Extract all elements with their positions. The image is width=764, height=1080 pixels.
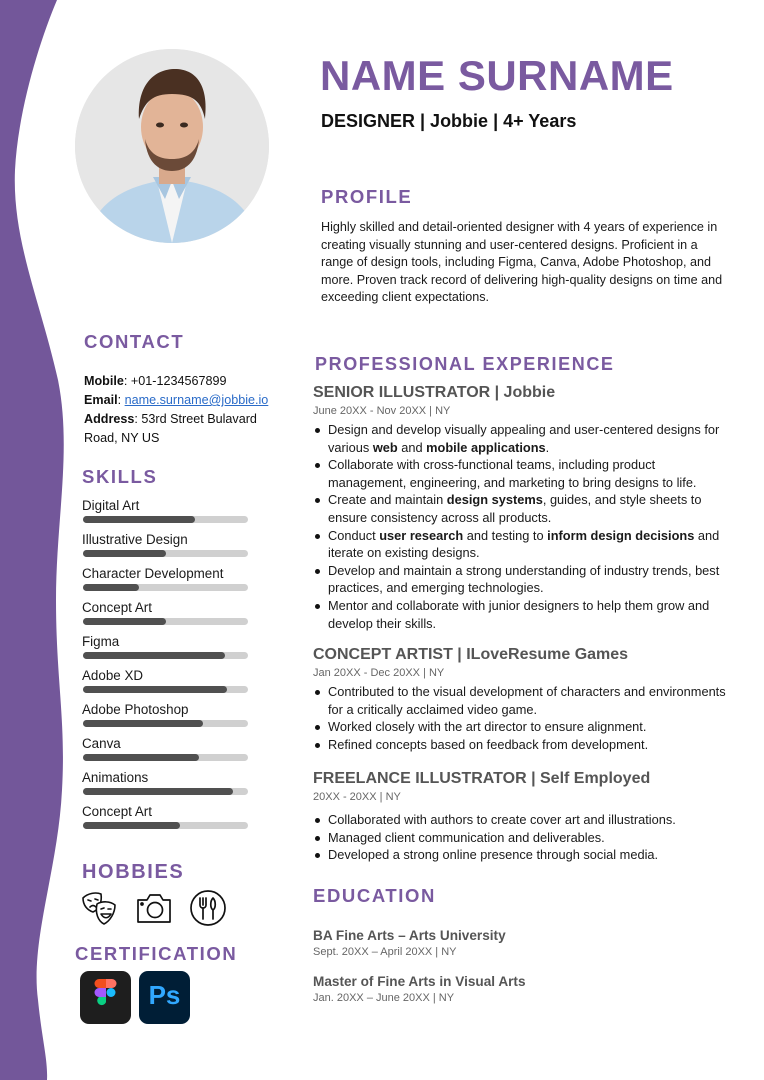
- bullet-emphasis: mobile applications: [426, 439, 546, 455]
- bullet-text: , guides, and style sheets to ensure consistency across all products.: [328, 492, 702, 525]
- contact-email: [84, 391, 294, 410]
- job-entry: [313, 769, 733, 864]
- job-bullet: [328, 456, 733, 491]
- skill-label: Canva: [82, 736, 121, 751]
- skill-level-fill: [83, 754, 199, 761]
- education-degree: Master of Fine Arts in Visual Arts: [313, 974, 526, 989]
- certification-heading: CERTIFICATION: [75, 943, 238, 964]
- dining-icon: [188, 888, 228, 928]
- profile-photo: [75, 49, 269, 243]
- skill-item: [82, 701, 252, 735]
- bullet-text: Collaborated with authors to create cover art and illustrations.: [328, 812, 676, 827]
- hobbies-heading: HOBBIES: [82, 861, 185, 883]
- mobile-label: Mobile: [84, 374, 124, 388]
- skill-label: Illustrative Design: [82, 532, 188, 547]
- skills-heading: SKILLS: [82, 466, 158, 487]
- job-bullet: [328, 527, 733, 562]
- job-title: FREELANCE ILLUSTRATOR | Self Employed: [313, 770, 651, 787]
- skill-label: Character Development: [82, 566, 224, 581]
- contact-details: [84, 372, 294, 448]
- contact-mobile: [84, 372, 294, 391]
- skill-label: Adobe Photoshop: [82, 702, 189, 717]
- education-date: Jan. 20XX – June 20XX | NY: [313, 992, 455, 1004]
- candidate-tagline: DESIGNER | Jobbie | 4+ Years: [321, 111, 577, 131]
- skill-item: [82, 803, 252, 837]
- skill-level-bar: [83, 822, 248, 829]
- bullet-emphasis: design systems: [446, 492, 543, 508]
- skill-level-fill: [83, 618, 166, 625]
- bullet-emphasis: user research: [379, 527, 464, 543]
- job-bullet: [328, 491, 733, 526]
- bullet-text: Conduct: [328, 527, 380, 543]
- bullet-text: Contributed to the visual development of characters and environments for a critically acclaimed video game.: [328, 684, 726, 717]
- skill-item: [82, 769, 252, 803]
- photoshop-logo-icon: [139, 971, 190, 1024]
- skill-level-bar: [83, 754, 248, 761]
- bullet-text: and: [397, 439, 427, 455]
- bullet-text: Mentor and collaborate with junior designers to help them grow and develop their skills.: [328, 597, 710, 631]
- bullet-text: Create and maintain: [328, 492, 447, 508]
- job-bullet: [328, 736, 733, 754]
- camera-icon: [134, 888, 174, 928]
- bullet-text: Managed client communication and deliverables.: [328, 829, 605, 845]
- skill-item: [82, 667, 252, 701]
- mobile-value: : +01-1234567899: [123, 374, 227, 388]
- skill-label: Concept Art: [82, 600, 152, 615]
- email-separator: :: [117, 393, 125, 407]
- decorative-wave: [0, 0, 80, 1080]
- skill-label: Animations: [82, 770, 149, 785]
- bullet-emphasis: web: [372, 439, 398, 455]
- address-value: : 53rd Street Bulavard Road, NY US: [84, 412, 257, 445]
- job-bullet: [328, 597, 733, 632]
- job-title: CONCEPT ARTIST | ILoveResume Games: [313, 646, 629, 663]
- job-bullets: [313, 683, 733, 753]
- education-date: Sept. 20XX – April 20XX | NY: [313, 946, 457, 958]
- skill-item: [82, 735, 252, 769]
- job-date: 20XX - 20XX | NY: [313, 791, 401, 803]
- skill-level-bar: [83, 686, 248, 693]
- job-bullets: [313, 811, 733, 864]
- candidate-name: NAME SURNAME: [320, 52, 674, 99]
- skill-level-fill: [83, 516, 195, 523]
- job-entry: [313, 645, 733, 753]
- job-bullet: [328, 846, 733, 864]
- skill-level-bar: [83, 618, 248, 625]
- bullet-text: Collaborate with cross-functional teams, including product management, engineering, and marketing to bring designs to life.: [328, 457, 697, 490]
- hobbies-icons: [80, 888, 228, 928]
- job-bullet: [328, 811, 733, 829]
- skill-level-fill: [83, 584, 139, 591]
- address-label: Address: [84, 412, 135, 426]
- email-label: Email: [84, 393, 118, 407]
- skill-level-fill: [83, 788, 233, 795]
- photoshop-logo-text: Ps: [148, 980, 181, 1010]
- skill-level-fill: [83, 822, 180, 829]
- skill-label: Figma: [82, 634, 120, 649]
- skill-label: Adobe XD: [82, 668, 144, 683]
- bullet-text: Developed a strong online presence through social media.: [328, 847, 659, 863]
- person-portrait-icon: [75, 49, 269, 243]
- profile-heading: PROFILE: [321, 186, 413, 207]
- education-degree: BA Fine Arts – Arts University: [313, 928, 506, 943]
- job-bullet: [328, 683, 733, 718]
- email-link[interactable]: name.surname@jobbie.io: [124, 393, 269, 407]
- job-bullets: [313, 421, 733, 632]
- skill-item: [82, 633, 252, 667]
- job-date: Jan 20XX - Dec 20XX | NY: [313, 667, 445, 679]
- bullet-text: Worked closely with the art director to ensure alignment.: [328, 719, 647, 735]
- job-bullet: [328, 562, 733, 597]
- skill-item: [82, 497, 252, 531]
- skill-level-bar: [83, 788, 248, 795]
- skill-level-bar: [83, 516, 248, 523]
- bullet-text: Refined concepts based on feedback from development.: [328, 736, 649, 752]
- skill-level-fill: [83, 720, 203, 727]
- theater-masks-icon: [80, 888, 120, 928]
- skill-level-bar: [83, 720, 248, 727]
- education-heading: EDUCATION: [313, 885, 436, 906]
- job-entry: [313, 383, 733, 632]
- skill-item: [82, 599, 252, 633]
- contact-address: [84, 410, 294, 448]
- job-bullet: [328, 718, 733, 736]
- job-title: SENIOR ILLUSTRATOR | Jobbie: [313, 384, 556, 401]
- skill-item: [82, 565, 252, 599]
- job-date: June 20XX - Nov 20XX | NY: [313, 405, 451, 417]
- bullet-emphasis: inform design decisions: [547, 527, 695, 543]
- skills-list: [82, 497, 252, 837]
- education-entry: [313, 927, 733, 960]
- education-entry: [313, 973, 733, 1006]
- skill-level-fill: [83, 652, 225, 659]
- skill-level-fill: [83, 550, 166, 557]
- bullet-text: and testing to: [463, 527, 548, 543]
- skill-level-bar: [83, 584, 248, 591]
- skill-label: Concept Art: [82, 804, 152, 819]
- contact-heading: CONTACT: [84, 331, 185, 352]
- skill-level-bar: [83, 550, 248, 557]
- figma-logo-icon: [80, 971, 131, 1024]
- bullet-text: and iterate on existing designs.: [328, 527, 720, 561]
- skill-label: Digital Art: [82, 498, 140, 513]
- skill-item: [82, 531, 252, 565]
- job-bullet: [328, 829, 733, 847]
- bullet-text: Develop and maintain a strong understanding of industry trends, best practices, and emerging technologies.: [328, 562, 720, 596]
- experience-heading: PROFESSIONAL EXPERIENCE: [315, 354, 615, 374]
- profile-summary: Highly skilled and detail-oriented designer with 4 years of experience in creating visually stunning and user-centered designs. Proficient in a range of design tools, including Figma, Canva, Adobe Photoshop, and more. Proven track record of delivering high-quality designs on time and exceeding client expectations.: [321, 220, 723, 305]
- skill-level-bar: [83, 652, 248, 659]
- certification-badges: [80, 971, 190, 1024]
- bullet-text: .: [545, 439, 550, 455]
- bullet-text: Design and develop visually appealing and user-centered designs for various: [328, 422, 720, 455]
- skill-level-fill: [83, 686, 227, 693]
- job-bullet: [328, 421, 733, 456]
